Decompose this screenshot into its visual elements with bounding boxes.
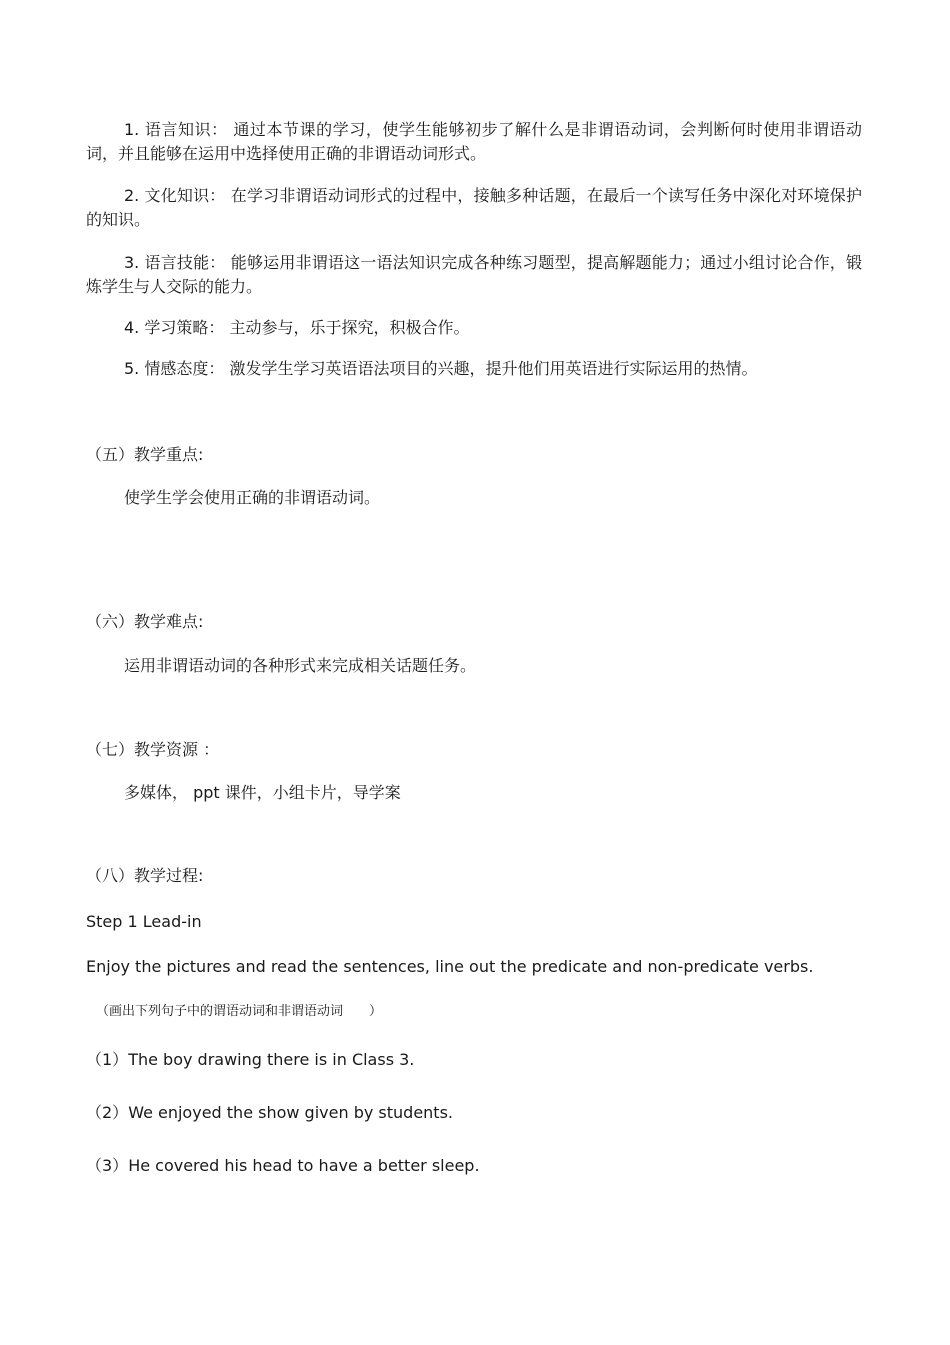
objective-num: 3.: [124, 253, 140, 272]
objective-label: 情感态度：: [144, 359, 225, 378]
objective-num: 2.: [124, 186, 140, 205]
sentence-num: （1）: [86, 1050, 129, 1069]
key-points-heading: （五）教学重点:: [86, 445, 204, 464]
objective-label: 文化知识：: [144, 186, 226, 205]
objective-4: [86, 316, 862, 340]
sentence-text: He covered his head to have a better sleep.: [128, 1156, 480, 1175]
objective-text: 在学习非谓语动词形式的过程中，接触多种话题，在最后一个读写任务中深化对环境保护的知识。: [86, 186, 862, 229]
sentence-3: [86, 1154, 480, 1178]
key-points-text: 使学生学会使用正确的非谓语动词。: [124, 488, 381, 507]
step-instruction: Enjoy the pictures and read the sentences, line out the predicate and non-predicate verbs.: [86, 957, 814, 976]
difficulties-heading: （六）教学难点:: [86, 612, 204, 631]
objective-num: 4.: [124, 318, 140, 337]
sentence-text: The boy drawing there is in Class 3.: [128, 1050, 415, 1069]
objective-num: 1.: [124, 120, 140, 139]
objective-label: 语言知识：: [144, 120, 228, 139]
objective-2: [86, 184, 862, 232]
objective-text: 能够运用非谓语这一语法知识完成各种练习题型，提高解题能力；通过小组讨论合作，锻炼学生与人交际的能力。: [86, 253, 862, 296]
sentence-num: （3）: [86, 1156, 129, 1175]
objective-3: [86, 251, 862, 299]
difficulties-text: 运用非谓语动词的各种形式来完成相关话题任务。: [124, 656, 477, 675]
objective-text: 通过本节课的学习，使学生能够初步了解什么是非谓语动词，会判断何时使用非谓语动词，并且能够在运用中选择使用正确的非谓语动词形式。: [86, 120, 862, 163]
resources-heading: （七）教学资源 ：: [86, 740, 220, 759]
step-title: Step 1 Lead-in: [86, 912, 202, 931]
objective-5: [86, 357, 862, 381]
objective-label: 学习策略：: [144, 318, 225, 337]
step-note: （画出下列句子中的谓语动词和非谓语动词 ）: [96, 1004, 383, 1019]
sentence-2: [86, 1101, 453, 1125]
sentence-text: We enjoyed the show given by students.: [128, 1103, 453, 1122]
objective-text: 激发学生学习英语语法项目的兴趣，提升他们用英语进行实际运用的热情。: [229, 359, 758, 378]
objective-num: 5.: [124, 359, 140, 378]
objective-label: 语言技能：: [144, 253, 226, 272]
sentence-num: （2）: [86, 1103, 129, 1122]
objective-text: 主动参与，乐于探究，积极合作。: [229, 318, 470, 337]
sentence-1: [86, 1048, 414, 1072]
resources-text: 多媒体， ppt 课件，小组卡片，导学案: [124, 783, 401, 802]
process-heading: （八）教学过程:: [86, 866, 204, 885]
objective-1: [86, 118, 862, 166]
